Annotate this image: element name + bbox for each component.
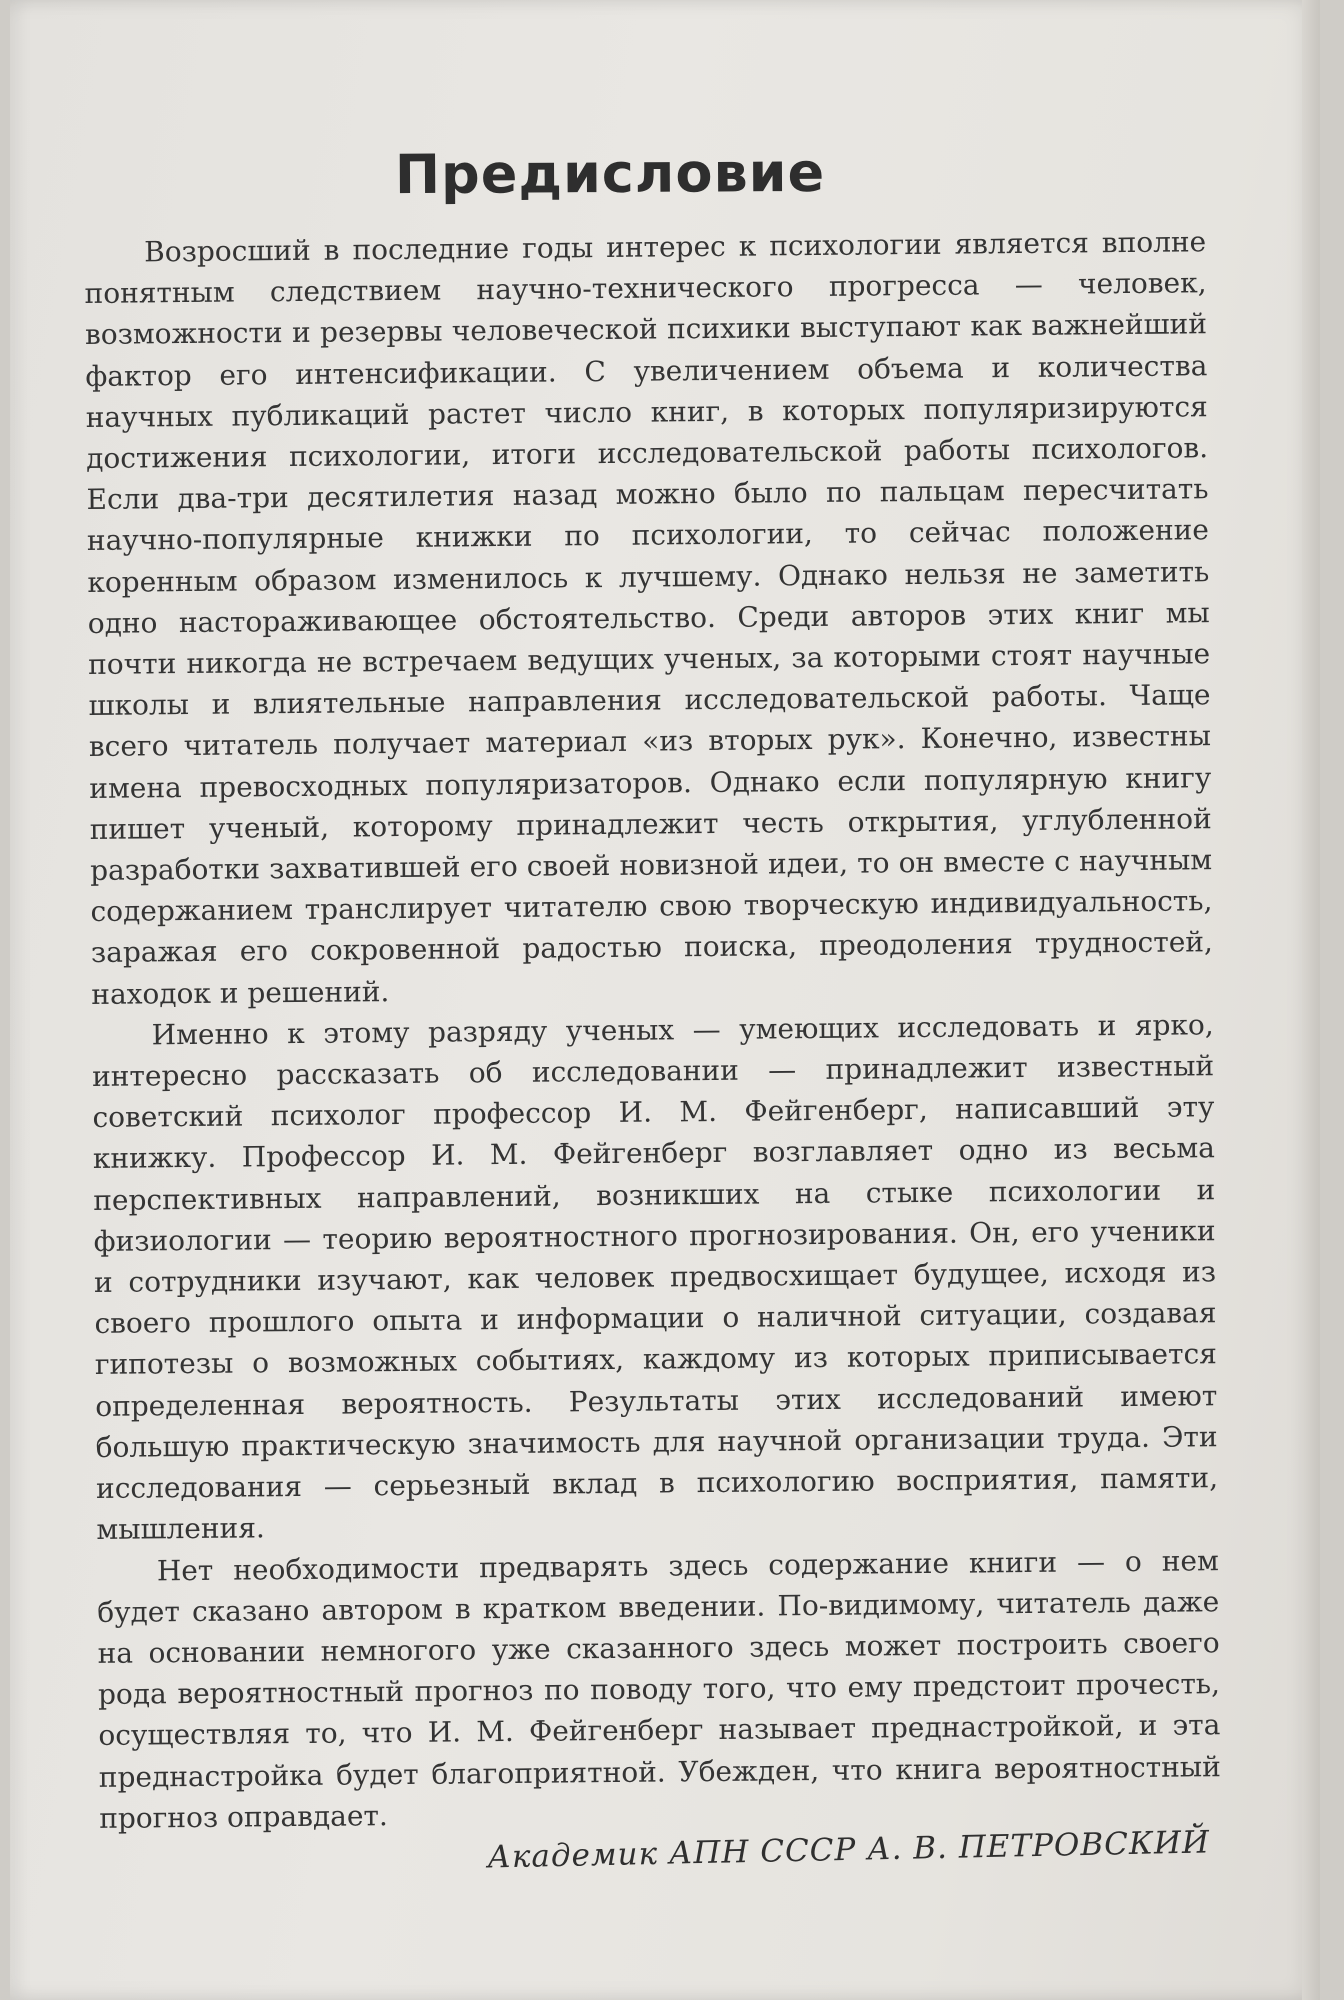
paragraph-3: Нет необходимости предварять здесь содержание книги — о нем будет сказано автором в кратком введении. По-видимому, читатель даже на основании немногого уже сказанного здесь может построить своего рода вероятностный прогноз по поводу того, что ему предстоит прочесть, осуществляя то, что И. М. Фейгенберг называет преднастройкой, и эта преднастройка будет благоприятной. Убежден, что книга вероятностный прогноз оправдает.: [97, 1543, 1221, 1835]
paragraph-2: Именно к этому разряду ученых — умеющих исследовать и ярко, интересно рассказать об исследовании — принадлежит известный советский психолог профессор И. М. Фейгенберг, написавший эту книжку. Профессор И. М. Фейгенберг возглавляет одно из весьма перспективных направлений, возникших на стыке психологии и физиологии — теорию вероятностного прогнозирования. Он, его ученики и сотрудники изучают, как человек предвосхищает будущее, исходя из своего прошлого опыта и информации о наличной ситуации, создавая гипотезы о возможных событиях, каждому из которых приписывается определенная вероятность. Результаты этих исследований имеют большую практическую значимость для научной организации труда. Эти исследования — серьезный вклад в психологию восприятия, памяти, мышления.: [91, 1008, 1219, 1547]
page-title: Предисловие: [394, 140, 826, 207]
page-edge: [1302, 0, 1320, 2000]
preface-text: [84, 221, 1221, 1839]
book-page: [10, 0, 1320, 2000]
paragraph-1: Возросший в последние годы интерес к психологии является вполне понятным следствием научно-технического прогресса — человек, возможности и резервы человеческой психики выступают как важнейший фактор его интенсификации. С увеличением объема и количества научных публикаций растет число книг, в которых популяризируются достижения психологии, итоги исследовательской работы психологов. Если два-три десятилетия назад можно было по пальцам пересчитать научно-популярные книжки по психологии, то сейчас положение коренным образом изменилось к лучшему. Однако нельзя не заметить одно настораживающее обстоятельство. Среди авторов этих книг мы почти никогда не встречаем ведущих ученых, за которыми стоят научные школы и влиятельные направления исследовательской работы. Чаще всего читатель получает материал «из вторых рук». Конечно, известны имена превосходных популяризаторов. Однако если популярную книгу пишет ученый, которому принадлежит честь открытия, углубленной разработки захватившей его своей новизной идеи, то он вместе с научным содержанием транслирует читателю свою творческую индивидуальность, заражая его сокровенной радостью поиска, преодоления трудностей, находок и решений.: [84, 225, 1214, 1011]
author-signature: Академик АПН СССР А. В. ПЕТРОВСКИЙ: [487, 1824, 1211, 1876]
